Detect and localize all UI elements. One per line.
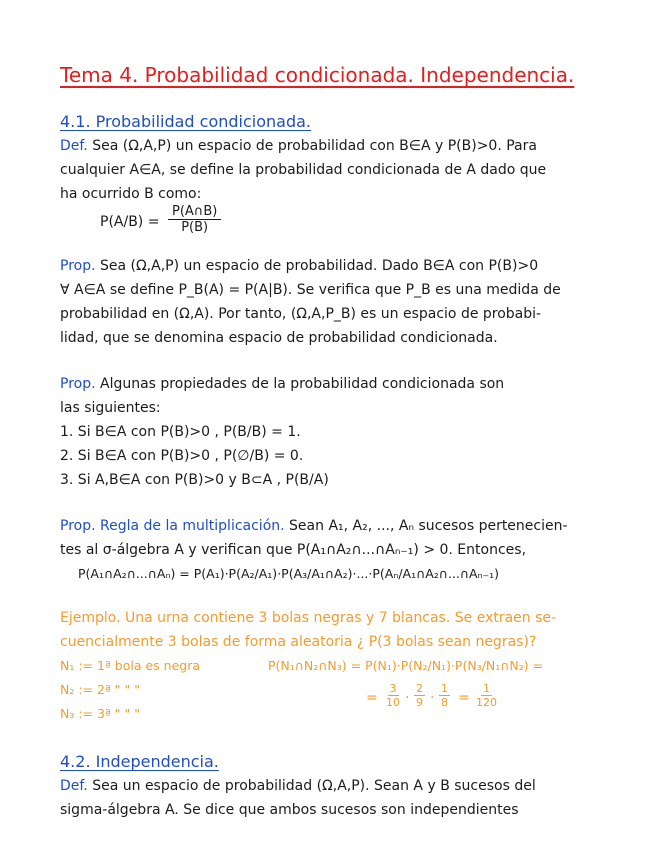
prop1-line-4: lidad, que se denomina espacio de probabilidad condicionada. [60, 330, 498, 346]
def-label: Def. [60, 778, 88, 794]
prop2-line-2: las siguientes: [60, 400, 161, 416]
page-title: Tema 4. Probabilidad condicionada. Independencia. [60, 63, 575, 87]
section-heading-4-2: 4.2. Independencia. [60, 752, 219, 771]
example-line-1: Ejemplo. Una urna contiene 3 bolas negras y 7 blancas. Se extraen se- [60, 610, 557, 626]
example-equals: = [366, 690, 378, 706]
prop1-line-1: Prop. Sea (Ω,A,P) un espacio de probabilidad. Dado B∈A con P(B)>0 [60, 258, 539, 274]
prop2-line-1: Prop. Algunas propiedades de la probabilidad condicionada son [60, 376, 505, 392]
example-formula: P(N₁∩N₂∩N₃) = P(N₁)·P(N₂/N₁)·P(N₃/N₁∩N₂) = [268, 658, 544, 673]
prop-label: Prop. [60, 376, 96, 392]
definition-line-2: cualquier A∈A, se define la probabilidad condicionada de A dado que [60, 162, 547, 178]
event-n1: N₁ := 1ª bola es negra [60, 658, 201, 673]
result-equals: = [458, 690, 470, 706]
example-fraction-3: $\frac{1}{8}$ [441, 682, 448, 709]
independence-def-line-1: Def. Sea un espacio de probabilidad (Ω,A,P). Sean A y B sucesos del [60, 778, 536, 794]
def-label: Def. [60, 138, 88, 154]
example-line-2: cuencialmente 3 bolas de forma aleatoria ¿ P(3 bolas sean negras)? [60, 634, 537, 650]
multiply-dot: · [430, 690, 435, 706]
prop3-line-1: Prop. Regla de la multiplicación. Sean A₁, A₂, ..., Aₙ sucesos pertenecien- [60, 518, 568, 534]
example-fraction-2: $\frac{2}{9}$ [416, 682, 423, 709]
event-n3: N₃ := 3ª " " " [60, 706, 141, 721]
multiply-dot: · [405, 690, 410, 706]
definition-line-1: Def. Sea (Ω,A,P) un espacio de probabilidad con B∈A y P(B)>0. Para [60, 138, 537, 154]
example-result: $\frac{1}{120}$ [476, 682, 497, 709]
prop1-line-2: ∀ A∈A se define P_B(A) = P(A|B). Se verifica que P_B es una medida de [60, 282, 561, 298]
conditional-formula-lhs: P(A/B) = [100, 214, 160, 230]
conditional-formula-fraction [168, 204, 221, 235]
definition-line-3: ha ocurrido B como: [60, 186, 202, 202]
prop-label: Prop. Regla de la multiplicación. [60, 518, 285, 534]
example-fraction-1: $\frac{3}{10}$ [386, 682, 400, 709]
prop3-line-2: tes al σ-álgebra A y verifican que P(A₁∩A₂∩...∩Aₙ₋₁) > 0. Entonces, [60, 542, 527, 558]
event-n2: N₂ := 2ª " " " [60, 682, 141, 697]
multiplication-rule-formula: P(A₁∩A₂∩...∩Aₙ) = P(A₁)·P(A₂/A₁)·P(A₃/A₁∩A₂)·...·P(Aₙ/A₁∩A₂∩...∩Aₙ₋₁) [78, 566, 500, 581]
list-item: 3. Si A,B∈A con P(B)>0 y B⊂A , P(B/A) [60, 472, 329, 488]
fraction-denominator: P(B) [181, 220, 209, 235]
prop-label: Prop. [60, 258, 96, 274]
prop1-line-3: probabilidad en (Ω,A). Por tanto, (Ω,A,P_B) es un espacio de probabi- [60, 306, 542, 322]
list-item: 1. Si B∈A con P(B)>0 , P(B/B) = 1. [60, 424, 301, 440]
fraction-numerator: P(A∩B) [168, 204, 221, 220]
section-heading-4-1: 4.1. Probabilidad condicionada. [60, 112, 312, 131]
independence-def-line-2: sigma-álgebra A. Se dice que ambos sucesos son independientes [60, 802, 519, 818]
list-item: 2. Si B∈A con P(B)>0 , P(∅/B) = 0. [60, 448, 304, 464]
